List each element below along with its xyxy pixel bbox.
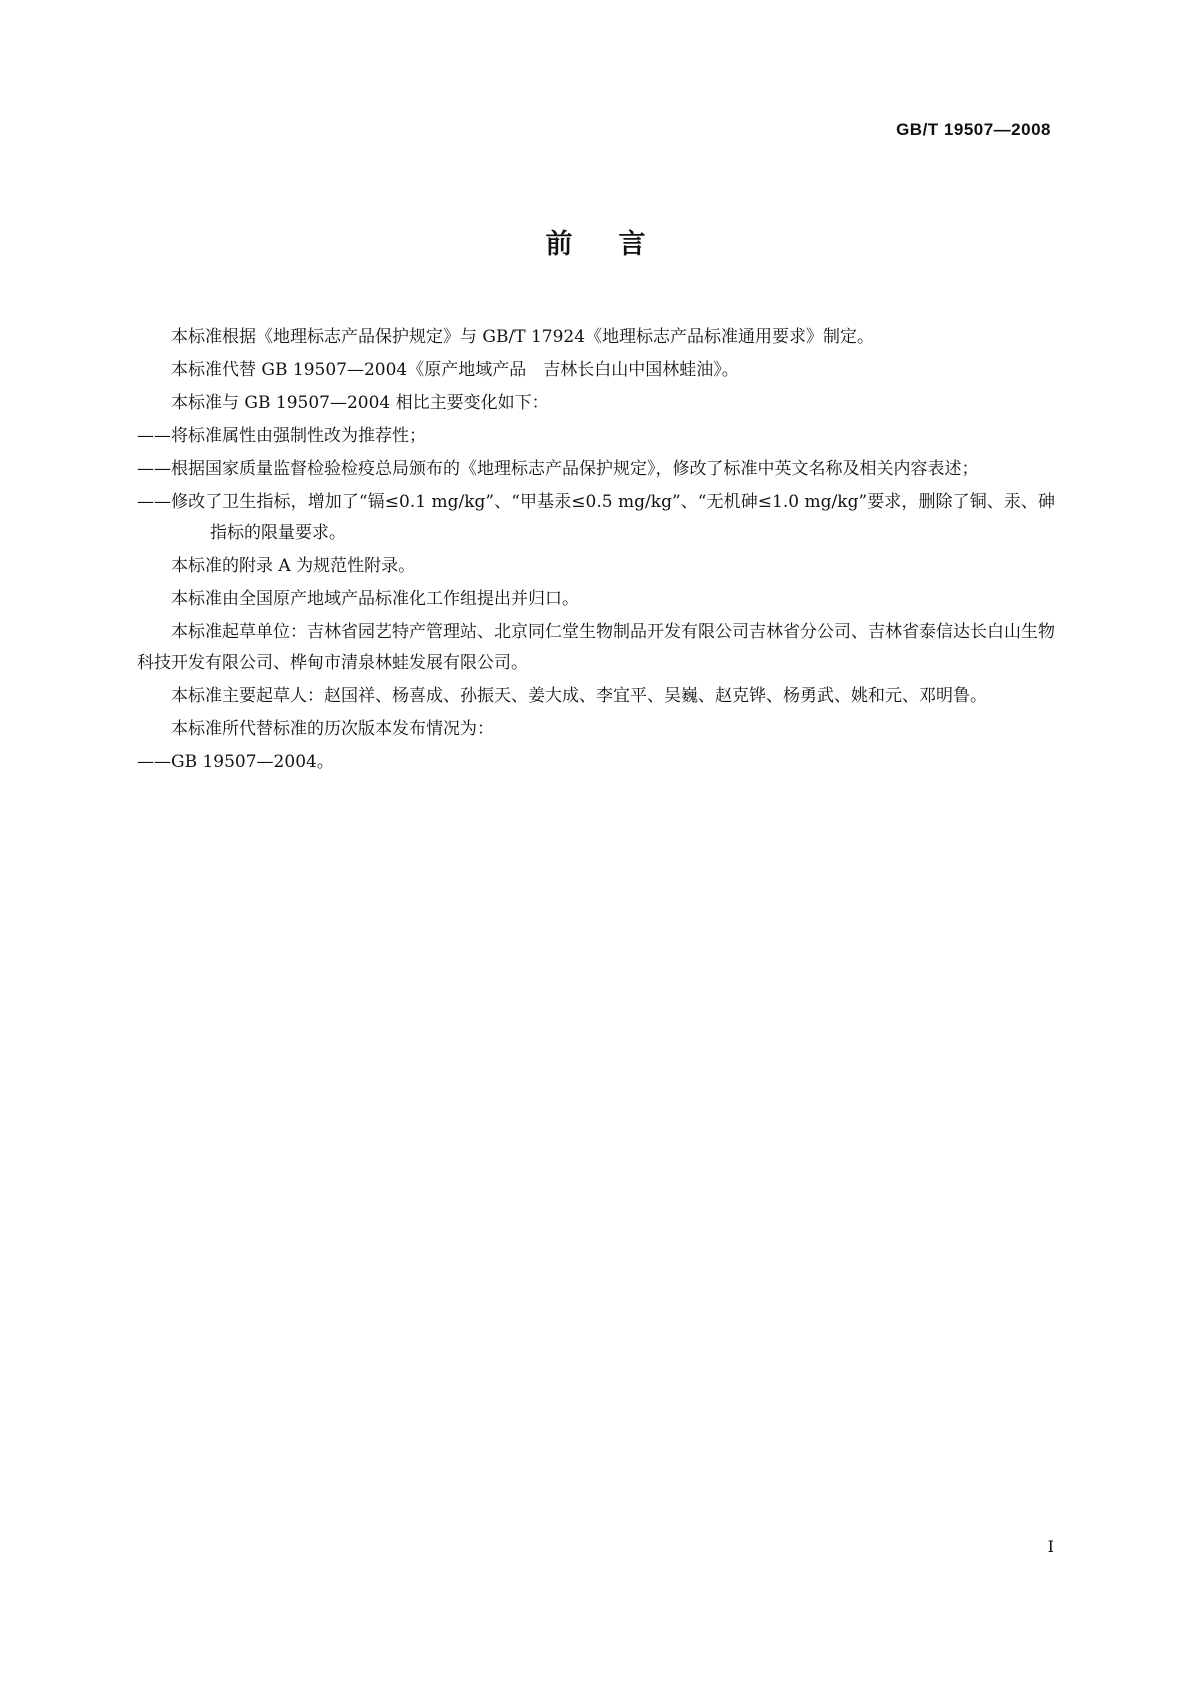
paragraph-proposer: 本标准由全国原产地域产品标准化工作组提出并归口。 — [171, 589, 579, 609]
change-item: ——根据国家质量监督检验检疫总局颁布的《地理标志产品保护规定》，修改了标准中英文名称及相关内容表述； — [137, 459, 979, 479]
standard-code: GB/T 19507—2008 — [896, 120, 1051, 139]
page-number: I — [1047, 1537, 1054, 1556]
paragraph-basis: 本标准根据《地理标志产品保护规定》与 GB/T 17924《地理标志产品标准通用要求》制定。 — [171, 327, 875, 347]
paragraph-history-intro: 本标准所代替标准的历次版本发布情况为： — [171, 719, 494, 739]
paragraph-drafters: 本标准主要起草人：赵国祥、杨喜成、孙振天、姜大成、李宜平、吴巍、赵克铧、杨勇武、姚和元、邓明鲁。 — [171, 686, 987, 706]
page-title: 前言 — [545, 229, 692, 260]
paragraph-changes-intro: 本标准与 GB 19507—2004 相比主要变化如下： — [171, 393, 549, 413]
change-item: ——将标准属性由强制性改为推荐性； — [137, 426, 426, 446]
history-item: ——GB 19507—2004。 — [137, 752, 334, 772]
paragraph-drafting-units: 本标准起草单位：吉林省园艺特产管理站、北京同仁堂生物制品开发有限公司吉林省分公司、吉林省泰信达长白山生物科技开发有限公司、桦甸市清泉林蛙发展有限公司。 — [137, 622, 1055, 673]
change-item: ——修改了卫生指标，增加了“镉≤0.1 mg/kg”、“甲基汞≤0.5 mg/kg”、“无机砷≤1.0 mg/kg”要求，删除了铜、汞、砷指标的限量要求。 — [137, 492, 1055, 543]
paragraph-replaces: 本标准代替 GB 19507—2004《原产地域产品 吉林长白山中国林蛙油》。 — [171, 360, 739, 380]
paragraph-annex: 本标准的附录 A 为规范性附录。 — [171, 556, 416, 576]
foreword-body — [137, 322, 1055, 780]
